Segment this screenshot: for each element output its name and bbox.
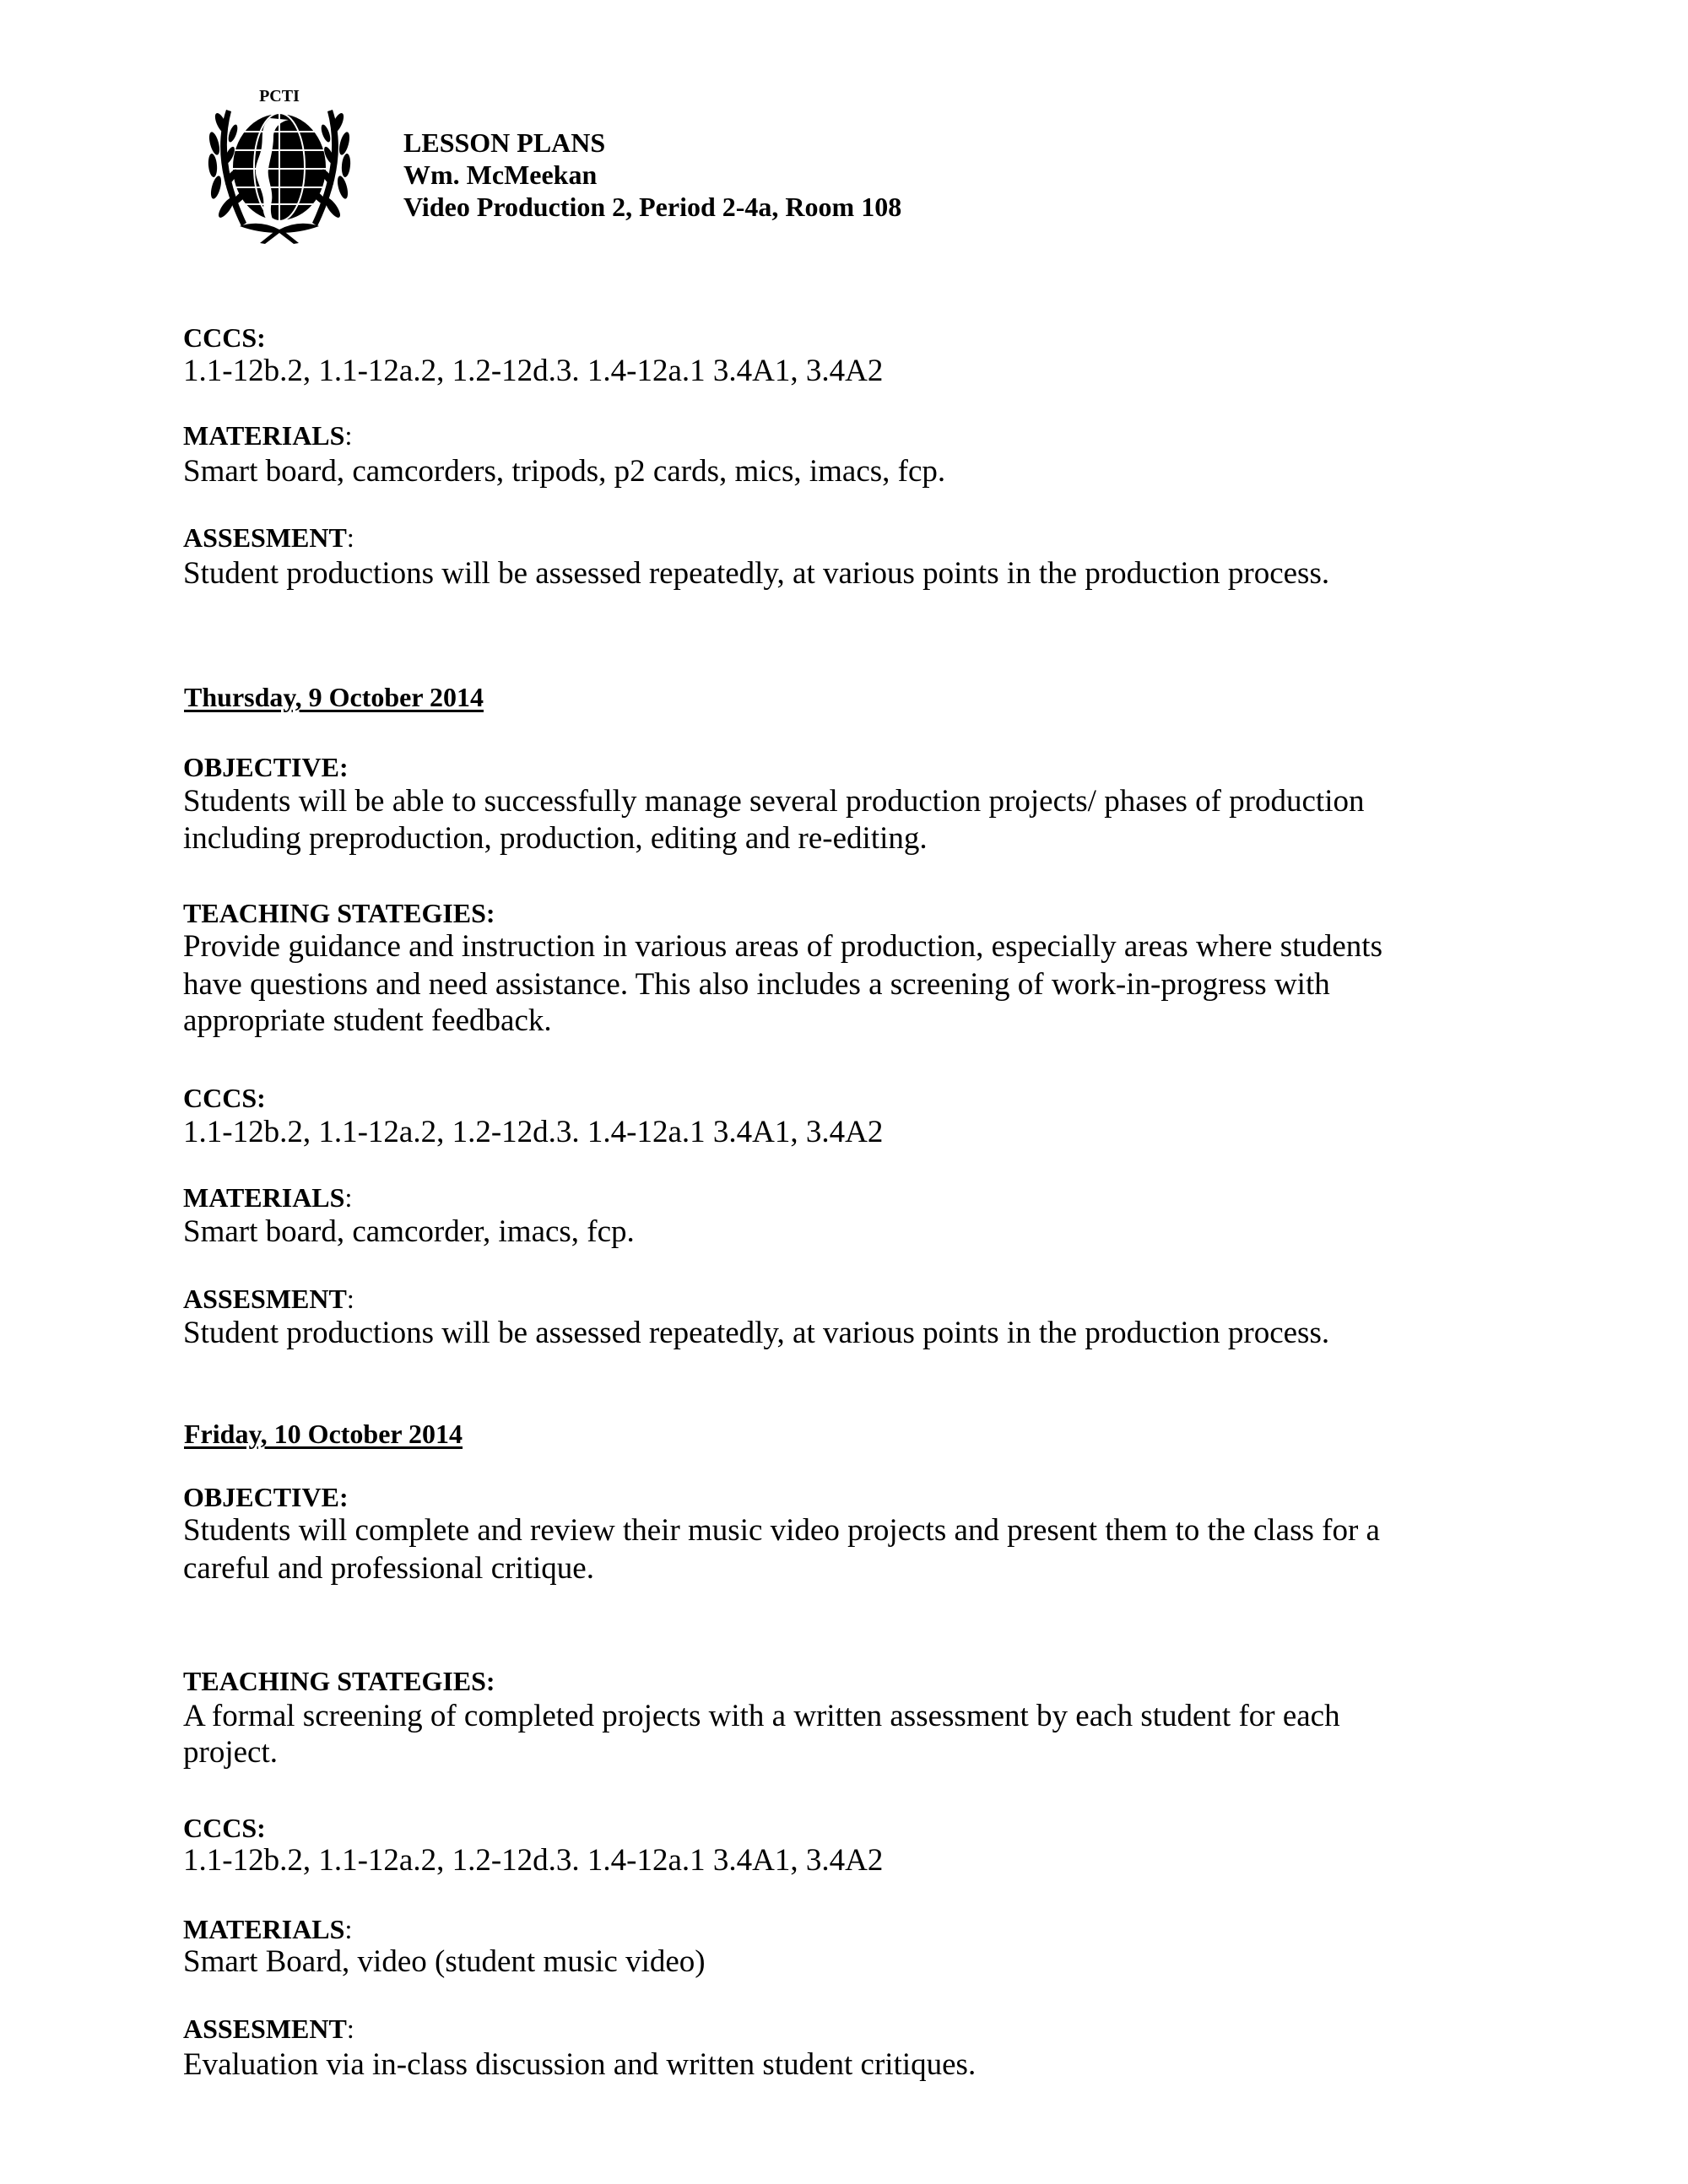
document-title: LESSON PLANS — [403, 127, 606, 158]
objective-text-line: including preproduction, production, editing and re-editing. — [183, 821, 928, 856]
objective-text-line: Students will be able to successfully manage several production projects/ phases of production — [183, 784, 1365, 819]
cccs-label: CCCS: — [183, 1813, 266, 1843]
strategies-text-line: project. — [183, 1735, 278, 1770]
cccs-text: 1.1-12b.2, 1.1-12a.2, 1.2-12d.3. 1.4-12a.1 3.4A1, 3.4A2 — [183, 1115, 884, 1149]
materials-label-text: MATERIALS — [183, 420, 345, 451]
assessment-label — [183, 2013, 354, 2045]
assessment-label-colon: : — [346, 522, 354, 553]
materials-label — [183, 1913, 352, 1945]
objective-label: OBJECTIVE: — [183, 752, 349, 782]
strategies-label: TEACHING STATEGIES: — [183, 898, 495, 928]
materials-text: Smart board, camcorders, tripods, p2 cards, mics, imacs, fcp. — [183, 454, 946, 489]
pcti-logo — [192, 84, 366, 245]
strategies-text-line: have questions and need assistance. This also includes a screening of work-in-progress with — [183, 967, 1330, 1002]
strategies-label: TEACHING STATEGIES: — [183, 1666, 495, 1696]
materials-label-colon: : — [344, 1182, 353, 1213]
materials-text: Smart board, camcorder, imacs, fcp. — [183, 1214, 635, 1249]
strategies-text-line: A formal screening of completed projects with a written assessment by each student for each — [183, 1699, 1340, 1733]
ribbon-icon — [240, 224, 319, 244]
cccs-text: 1.1-12b.2, 1.1-12a.2, 1.2-12d.3. 1.4-12a.1 3.4A1, 3.4A2 — [183, 1843, 884, 1878]
cccs-label: CCCS: — [183, 1083, 266, 1113]
cccs-label: CCCS: — [183, 322, 266, 353]
assessment-label-colon: : — [346, 1284, 354, 1314]
materials-label — [183, 1181, 352, 1214]
teacher-name: Wm. McMeekan — [403, 159, 598, 190]
day-date-heading: Friday, 10 October 2014 — [184, 1419, 463, 1449]
course-info: Video Production 2, Period 2-4a, Room 108 — [403, 192, 902, 222]
globe-icon — [232, 113, 327, 228]
logo-text: PCTI — [259, 87, 300, 105]
strategies-text-line: Provide guidance and instruction in various areas of production, especially areas where students — [183, 929, 1382, 964]
materials-text: Smart Board, video (student music video) — [183, 1944, 706, 1979]
assessment-label-text: ASSESMENT — [183, 522, 347, 553]
strategies-text-line: appropriate student feedback. — [183, 1003, 552, 1038]
materials-label-colon: : — [344, 420, 353, 451]
assessment-label — [183, 522, 354, 554]
assessment-text: Evaluation via in-class discussion and written student critiques. — [183, 2047, 977, 2082]
assessment-label-colon: : — [346, 2014, 354, 2044]
assessment-label — [183, 1283, 354, 1315]
objective-text-line: careful and professional critique. — [183, 1551, 594, 1586]
objective-text-line: Students will complete and review their music video projects and present them to the class for a — [183, 1513, 1380, 1548]
materials-label — [183, 419, 352, 451]
assessment-label-text: ASSESMENT — [183, 1284, 347, 1314]
materials-label-text: MATERIALS — [183, 1914, 345, 1944]
assessment-text: Student productions will be assessed repeatedly, at various points in the production process. — [183, 556, 1330, 591]
materials-label-colon: : — [344, 1914, 353, 1944]
assessment-label-text: ASSESMENT — [183, 2014, 347, 2044]
materials-label-text: MATERIALS — [183, 1182, 345, 1213]
day-date-heading: Thursday, 9 October 2014 — [184, 682, 484, 712]
cccs-text: 1.1-12b.2, 1.1-12a.2, 1.2-12d.3. 1.4-12a.1 3.4A1, 3.4A2 — [183, 354, 884, 388]
objective-label: OBJECTIVE: — [183, 1482, 349, 1512]
assessment-text: Student productions will be assessed repeatedly, at various points in the production process. — [183, 1316, 1330, 1350]
